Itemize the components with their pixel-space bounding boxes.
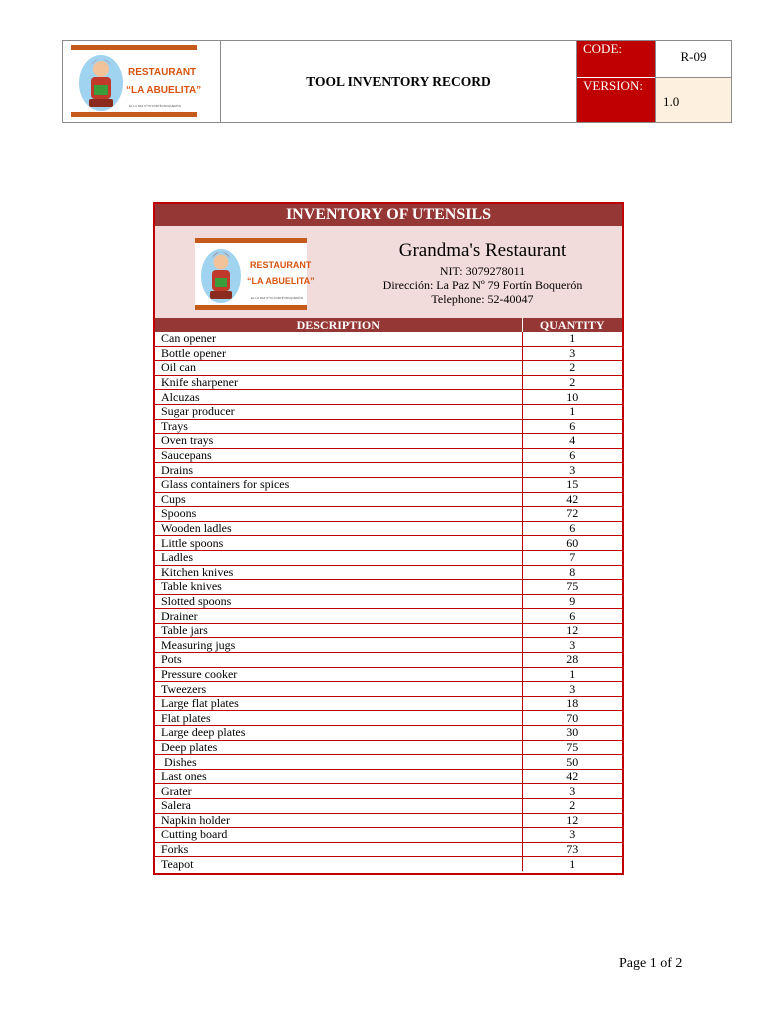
item-quantity: 42 (522, 769, 622, 784)
table-row (155, 682, 622, 697)
table-row (155, 565, 622, 580)
item-description: Teapot (155, 857, 522, 871)
item-description: Pots (155, 653, 522, 668)
table-row (155, 857, 622, 871)
item-quantity: 1 (522, 667, 622, 682)
inventory-title: INVENTORY OF UTENSILS (155, 204, 622, 226)
item-description: Flat plates (155, 711, 522, 726)
table-row (155, 536, 622, 551)
logo-text-la-abuelita: “LA ABUELITA” (247, 276, 315, 286)
table-row (155, 667, 622, 682)
table-row (155, 346, 622, 361)
item-quantity: 6 (522, 521, 622, 536)
item-quantity: 75 (522, 580, 622, 595)
item-description: Cups (155, 492, 522, 507)
item-description: Forks (155, 842, 522, 857)
table-row (155, 726, 622, 741)
table-row (155, 361, 622, 376)
item-description: Spoons (155, 507, 522, 522)
item-quantity: 3 (522, 828, 622, 843)
table-row (155, 448, 622, 463)
item-description: Deep plates (155, 740, 522, 755)
item-description: Wooden ladles (155, 521, 522, 536)
item-quantity: 75 (522, 740, 622, 755)
item-quantity: 9 (522, 594, 622, 609)
item-quantity: 3 (522, 682, 622, 697)
item-quantity: 6 (522, 609, 622, 624)
table-row (155, 623, 622, 638)
item-quantity: 30 (522, 726, 622, 741)
item-description: Oil can (155, 361, 522, 376)
column-header-description: DESCRIPTION (155, 318, 522, 332)
item-quantity: 4 (522, 434, 622, 449)
item-quantity: 7 (522, 550, 622, 565)
item-quantity: 6 (522, 448, 622, 463)
restaurant-address: Dirección: La Paz Nº 79 Fortín Boquerón (382, 278, 583, 292)
version-label: VERSION: (577, 77, 655, 122)
item-description: Slotted spoons (155, 594, 522, 609)
item-description: Ladles (155, 550, 522, 565)
item-description: Little spoons (155, 536, 522, 551)
logo-text-la-abuelita: “LA ABUELITA” (126, 85, 202, 96)
table-row (155, 696, 622, 711)
item-quantity: 2 (522, 799, 622, 814)
item-description: Table knives (155, 580, 522, 595)
item-quantity: 2 (522, 361, 622, 376)
table-row (155, 653, 622, 668)
table-row (155, 828, 622, 843)
table-row (155, 521, 622, 536)
table-row (155, 434, 622, 449)
item-quantity: 10 (522, 390, 622, 405)
table-row (155, 813, 622, 828)
logo-address-fineprint: EL LA PAZ Nº79 FORTÍN BOQUERÓN (129, 104, 182, 108)
table-row (155, 463, 622, 478)
item-description: Napkin holder (155, 813, 522, 828)
header-logo-cell (63, 41, 221, 122)
table-row (155, 404, 622, 419)
restaurant-telephone: Telephone: 52-40047 (431, 292, 534, 306)
item-quantity: 3 (522, 638, 622, 653)
table-row (155, 799, 622, 814)
item-quantity: 72 (522, 507, 622, 522)
item-description: Last ones (155, 769, 522, 784)
item-description: Knife sharpener (155, 375, 522, 390)
logo-text-restaurant: RESTAURANT (128, 67, 197, 78)
item-quantity: 3 (522, 784, 622, 799)
version-value: 1.0 (655, 77, 731, 122)
table-row (155, 842, 622, 857)
item-description: Oven trays (155, 434, 522, 449)
table-header-row (155, 318, 622, 332)
item-description: Measuring jugs (155, 638, 522, 653)
restaurant-info (155, 226, 622, 318)
item-description: Cutting board (155, 828, 522, 843)
code-value: R-09 (655, 41, 731, 77)
item-quantity: 6 (522, 419, 622, 434)
item-quantity: 15 (522, 477, 622, 492)
item-description: Salera (155, 799, 522, 814)
item-description: Kitchen knives (155, 565, 522, 580)
item-quantity: 1 (569, 856, 576, 871)
item-description: Drainer (155, 609, 522, 624)
item-quantity: 18 (522, 696, 622, 711)
table-row (155, 507, 622, 522)
table-row (155, 477, 622, 492)
logo-text-restaurant: RESTAURANT (250, 260, 312, 270)
item-description: Dishes (155, 755, 522, 770)
page-number: Page 1 of 2 (619, 956, 683, 971)
item-description: Glass containers for spices (155, 477, 522, 492)
item-description: Tweezers (155, 682, 522, 697)
table-row (155, 609, 622, 624)
item-description: Large deep plates (155, 726, 522, 741)
item-quantity: 1 (522, 332, 622, 346)
item-description: Trays (155, 419, 522, 434)
table-row (155, 755, 622, 770)
item-description: Pressure cooker (155, 667, 522, 682)
restaurant-logo-card (195, 238, 315, 310)
item-quantity: 42 (522, 492, 622, 507)
item-quantity: 28 (522, 653, 622, 668)
item-description: Table jars (155, 623, 522, 638)
item-quantity: 3 (522, 346, 622, 361)
item-quantity: 50 (522, 755, 622, 770)
code-label: CODE: (577, 41, 655, 77)
table-row (155, 580, 622, 595)
item-description: Grater (155, 784, 522, 799)
table-row (155, 711, 622, 726)
table-row (155, 784, 622, 799)
item-description: Sugar producer (155, 404, 522, 419)
restaurant-name: Grandma's Restaurant (398, 240, 567, 261)
inventory-card (153, 202, 624, 875)
table-row (155, 769, 622, 784)
logo-address-fineprint: EL LA PAZ Nº79 FORTÍN BOQUERÓN (251, 296, 304, 300)
column-header-quantity: QUANTITY (522, 318, 622, 332)
document-title: TOOL INVENTORY RECORD (221, 41, 577, 122)
table-row (155, 740, 622, 755)
table-row (155, 550, 622, 565)
item-description: Large flat plates (155, 696, 522, 711)
item-quantity: 12 (522, 813, 622, 828)
item-quantity: 12 (522, 623, 622, 638)
item-quantity: 3 (522, 463, 622, 478)
table-row (155, 390, 622, 405)
item-quantity: 2 (522, 375, 622, 390)
table-row (155, 375, 622, 390)
item-quantity: 70 (522, 711, 622, 726)
restaurant-nit: NIT: 3079278011 (439, 264, 526, 278)
table-row (155, 594, 622, 609)
item-description: Can opener (155, 332, 522, 346)
table-row (155, 492, 622, 507)
item-quantity: 73 (522, 842, 622, 857)
inventory-table-body (155, 332, 622, 871)
document-header (62, 40, 732, 123)
item-quantity: 8 (522, 565, 622, 580)
inventory-table (155, 318, 622, 871)
table-row (155, 332, 622, 346)
item-description: Drains (155, 463, 522, 478)
table-row (155, 419, 622, 434)
restaurant-logo (71, 45, 202, 117)
item-description: Saucepans (155, 448, 522, 463)
item-description: Bottle opener (155, 346, 522, 361)
item-description: Alcuzas (155, 390, 522, 405)
table-row (155, 638, 622, 653)
item-quantity: 1 (522, 404, 622, 419)
item-quantity: 60 (522, 536, 622, 551)
